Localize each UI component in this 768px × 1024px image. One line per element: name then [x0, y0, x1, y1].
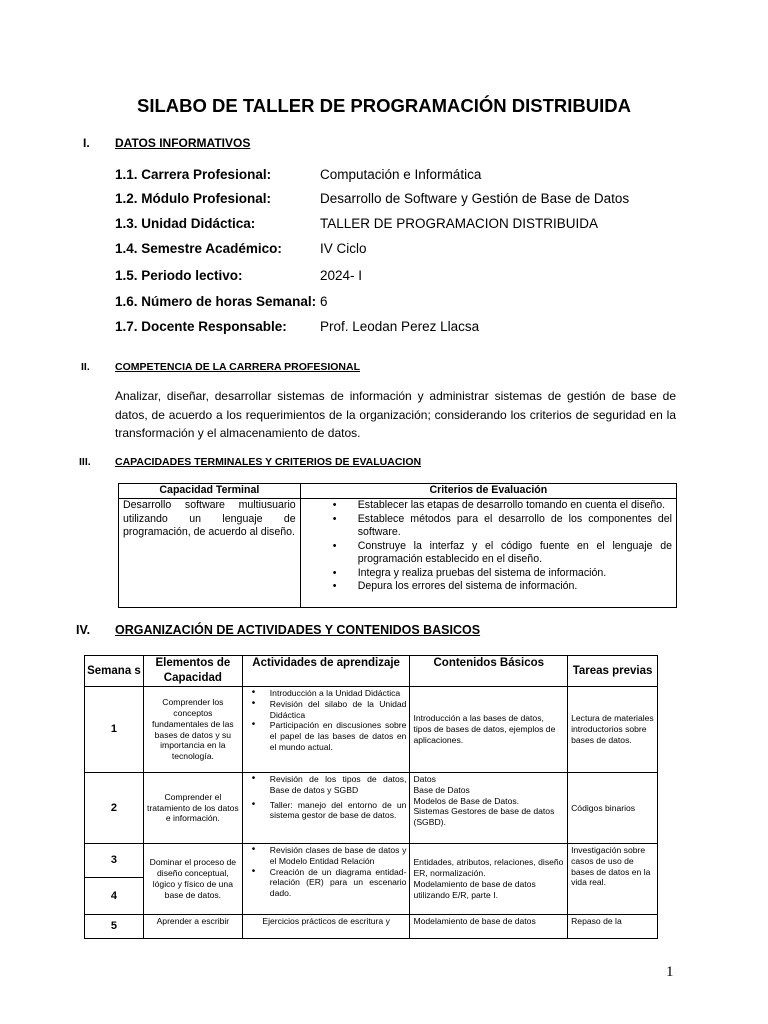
- contenidos-cell: Introducción a las bases de datos, tipos de bases de datos, ejemplos de aplicaciones.: [410, 687, 568, 773]
- capacidad-cell: Comprender el tratamiento de los datos e información.: [143, 773, 242, 844]
- table-header: Elementos de Capacidad: [143, 656, 242, 687]
- actividades-cell: [242, 687, 410, 773]
- list-item: • Construye la interfaz y el código fuente en el lenguaje de programación establecido en el diseño.: [305, 540, 672, 567]
- competencia-paragraph: Analizar, diseñar, desarrollar sistemas de información y administrar sistemas de gestión de base de datos, de acuerdo a los requerimientos de la organización; considerando los criterios de seguridad en la transformación y el almacenamiento de datos.: [115, 389, 676, 440]
- table-header: Criterios de Evaluación: [300, 484, 676, 499]
- list-item: • Revisión clases de base de datos y el Modelo Entidad Relación: [246, 845, 407, 867]
- contenidos-cell: Modelamiento de base de datos: [410, 915, 568, 939]
- table-header: Actividades de aprendizaje: [242, 656, 410, 687]
- table-header: Contenidos Básicos: [410, 656, 568, 687]
- table-header: Semana s: [85, 656, 144, 687]
- info-key: 1.6. Número de horas Semanal:: [115, 294, 317, 309]
- section-label: ORGANIZACIÓN DE ACTIVIDADES Y CONTENIDOS BASICOS: [115, 623, 481, 637]
- section-number: IV.: [76, 623, 91, 637]
- table-row: [85, 773, 658, 844]
- table-row: [85, 915, 658, 939]
- semana-cell: 4: [85, 878, 144, 915]
- contenidos-cell: Datos Base de Datos Modelos de Base de Datos. Sistemas Gestores de base de datos (SGBD).: [410, 773, 568, 844]
- actividades-cell: [242, 844, 410, 915]
- table-header: Tareas previas: [568, 656, 658, 687]
- document-title: SILABO DE TALLER DE PROGRAMACIÓN DISTRIBUIDA: [136, 95, 632, 116]
- section-label: COMPETENCIA DE LA CARRERA PROFESIONAL: [115, 361, 361, 373]
- actividades-cell: [242, 773, 410, 844]
- list-item: • Establecer las etapas de desarrollo tomando en cuenta el diseño.: [305, 499, 672, 513]
- info-value: 6: [320, 294, 328, 309]
- table-row: [85, 844, 658, 878]
- capacidad-cell: Aprender a escribir: [143, 915, 242, 939]
- table-header-row: [85, 656, 658, 687]
- criterios-cell: [300, 499, 676, 608]
- info-value: 2024- I: [320, 268, 363, 283]
- list-item: • Revisión de los tipos de datos, Base de datos y SGBD: [246, 774, 407, 796]
- actividades-list: [246, 774, 407, 821]
- info-key: 1.2. Módulo Profesional:: [115, 191, 272, 206]
- info-key: 1.5. Periodo lectivo:: [115, 268, 243, 283]
- section-label: DATOS INFORMATIVOS: [115, 136, 251, 150]
- actividades-list: [246, 845, 407, 899]
- actividades-list: [246, 688, 407, 753]
- contenidos-cell: Entidades, atributos, relaciones, diseño ER, normalización. Modelamiento de base de datos utilizando E/R, parte I.: [410, 844, 568, 915]
- capacidad-cell: Comprender los conceptos fundamentales de las bases de datos y su importancia en la tecnología.: [143, 687, 242, 773]
- list-item: • Participación en discusiones sobre el papel de las bases de datos en el mundo actual.: [246, 720, 407, 752]
- semana-cell: 2: [85, 773, 144, 844]
- tareas-cell: Lectura de materiales introductorios sobre bases de datos.: [568, 687, 658, 773]
- table-header-row: [119, 484, 677, 499]
- criterios-list: [305, 499, 672, 594]
- section-number: III.: [79, 456, 91, 468]
- info-value: Prof. Leodan Perez Llacsa: [320, 319, 480, 334]
- table-row: [85, 687, 658, 773]
- table-header: Capacidad Terminal: [119, 484, 301, 499]
- capacidades-table: [118, 483, 677, 608]
- info-value: Computación e Informática: [320, 167, 482, 182]
- tareas-cell: Repaso de la: [568, 915, 658, 939]
- list-item: • Integra y realiza pruebas del sistema de información.: [305, 567, 672, 581]
- capacidad-terminal-cell: Desarrollo software multiusuario utilizando un lenguaje de programación, de acuerdo al diseño.: [119, 499, 301, 608]
- actividades-cell: Ejercicios prácticos de escritura y: [242, 915, 410, 939]
- info-key: 1.7. Docente Responsable:: [115, 319, 287, 334]
- info-key: 1.3. Unidad Didáctica:: [115, 216, 256, 231]
- info-value: IV Ciclo: [320, 241, 367, 256]
- actividades-table: [84, 655, 658, 939]
- info-key: 1.4. Semestre Académico:: [115, 241, 282, 256]
- section-number: II.: [81, 361, 90, 373]
- tareas-cell: Códigos binarios: [568, 773, 658, 844]
- info-value: Desarrollo de Software y Gestión de Base de Datos: [320, 191, 630, 206]
- capacidad-cell: Dominar el proceso de diseño conceptual, lógico y físico de una base de datos.: [143, 844, 242, 915]
- list-item: • Revisión del silabo de la Unidad Didáctica: [246, 699, 407, 721]
- page-number: 1: [666, 964, 674, 980]
- list-item: • Creación de un diagrama entidad-relación (ER) para un escenario dado.: [246, 867, 407, 899]
- info-value: TALLER DE PROGRAMACION DISTRIBUIDA: [320, 216, 599, 231]
- tareas-cell: Investigación sobre casos de uso de bases de datos en la vida real.: [568, 844, 658, 915]
- semana-cell: 1: [85, 687, 144, 773]
- section-number: I.: [83, 136, 90, 150]
- semana-cell: 5: [85, 915, 144, 939]
- list-item: • Depura los errores del sistema de información.: [305, 580, 672, 594]
- list-item: • Introducción a la Unidad Didáctica: [246, 688, 407, 699]
- list-item: • Establece métodos para el desarrollo de los componentes del software.: [305, 513, 672, 540]
- info-key: 1.1. Carrera Profesional:: [115, 167, 272, 182]
- section-label: CAPACIDADES TERMINALES Y CRITERIOS DE EVALUACION: [115, 456, 422, 468]
- table-row: [119, 499, 677, 608]
- semana-cell: 3: [85, 844, 144, 878]
- list-item: • Taller: manejo del entorno de un sistema gestor de base de datos.: [246, 800, 407, 822]
